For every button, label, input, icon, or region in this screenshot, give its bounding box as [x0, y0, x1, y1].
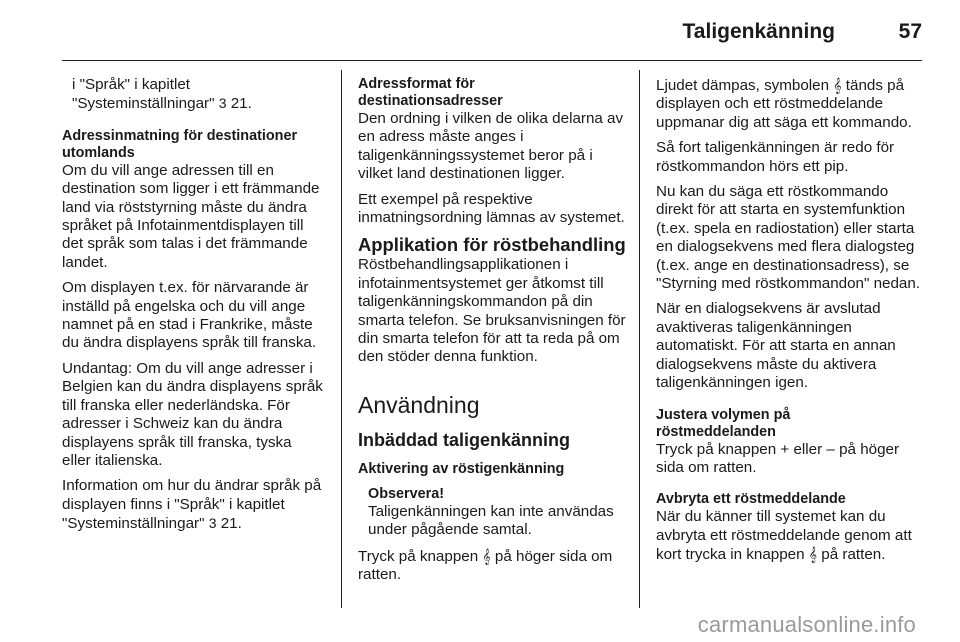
column-3	[656, 76, 922, 572]
col3-paragraph-6: När du känner till systemet kan du avbryta ett röstmeddelande genom att kort trycka in knappen 𝄞 på ratten.	[656, 508, 912, 564]
col3-paragraph-5: Tryck på knappen + eller – på höger sida om ratten.	[656, 440, 900, 476]
heading-builtin-recognition: Inbäddad taligenkänning	[358, 429, 571, 450]
col2-paragraph-3: Röstbehandlingsapplikationen i infotainmentsystemet ger åtkomst till taligenkänningskommandon på din smarta telefon. Se bruksanvisningen för din smarta telefon för att ta reda på om den stöder denna funktion.	[358, 256, 626, 366]
minus-icon: –	[826, 440, 835, 458]
voice-icon: 𝄞	[833, 77, 842, 93]
col2-paragraph-2: Ett exempel på respektive inmatningsordning lämnas av systemet.	[358, 190, 625, 227]
heading-usage: Användning	[358, 391, 480, 418]
heading-address-format: Adressformat för destinationsadresser	[358, 76, 503, 109]
header-divider	[62, 60, 922, 61]
plus-icon: +	[780, 440, 790, 458]
col1-paragraph-3: Om displayen t.ex. för närvarande är inställd på engelska och du vill ange namnet på en stad i Frankrike, måste du ändra displayens språk till franska.	[62, 279, 317, 352]
page-header	[0, 0, 960, 64]
col3-paragraph-1: Ljudet dämpas, symbolen 𝄞 tänds på displayen och ett röstmeddelande uppmanar dig att säga ett kommando.	[656, 77, 912, 131]
heading-voice-app: Applikation för röstbehandling	[358, 234, 626, 256]
col3-paragraph-4: När en dialogsekvens är avslutad avaktiveras taligenkänningen automatiskt. För att starta en annan dialogsekvens måste du aktivera taligenkänningen igen.	[656, 300, 896, 392]
column-divider-2	[639, 70, 640, 608]
column-1	[62, 76, 324, 541]
col1-paragraph-2: Om du vill ange adressen till en destination som ligger i ett främmande land via röststyrning måste du ändra språket på Infotainmentdisplayen till det språk som talas i det främmande landet.	[62, 161, 320, 271]
voice-icon: 𝄞	[482, 547, 491, 564]
heading-volume: Justera volymen på röstmeddelanden	[656, 406, 791, 440]
col2-paragraph-1: Den ordning i vilken de olika delarna av en adress måste anges i taligenkänningssystemet beror på i vilket land destinationen ligger.	[358, 110, 624, 183]
col3-paragraph-2: Så fort taligenkänningen är redo för röstkommandon hörs ett pip.	[656, 139, 895, 175]
column-2	[358, 76, 626, 592]
column-divider-1	[341, 70, 342, 608]
note-box	[358, 486, 626, 540]
page-title: Taligenkänning	[682, 20, 835, 43]
reference-arrow-icon: 3	[208, 515, 217, 532]
watermark: carmanualsonline.info	[697, 612, 916, 637]
col2-paragraph-4: Tryck på knappen 𝄞 på höger sida om ratten.	[358, 547, 613, 584]
note-text: Taligenkänningen kan inte användas under pågående samtal.	[368, 502, 614, 539]
heading-activation: Aktivering av röstigenkänning	[358, 460, 565, 477]
page-number: 57	[898, 20, 922, 43]
heading-foreign-address: Adressinmatning för destinationer utomlands	[62, 127, 298, 161]
col1-paragraph-4: Undantag: Om du vill ange adresser i Belgien kan du ändra displayens språk till franska eller nederländska. För adresser i Schweiz kan du ändra displayens språk till franska, tyska eller italienska.	[62, 359, 323, 469]
reference-arrow-icon: 3	[218, 95, 227, 112]
voice-icon: 𝄞	[808, 546, 818, 563]
heading-cancel: Avbryta ett röstmeddelande	[656, 491, 846, 508]
col1-paragraph-5: Information om hur du ändrar språk på displayen finns i "Språk" i kapitlet "Systeminställningar" 3 21.	[62, 477, 322, 533]
col3-paragraph-3: Nu kan du säga ett röstkommando direkt för att starta en systemfunktion (t.ex. spela en radiostation) eller starta en dialogsekvens med flera dialogsteg (t.ex. ange en destinationsadress), se "Styrning med röstkommandon" nedan.	[656, 183, 921, 293]
note-title: Observera!	[368, 485, 444, 502]
col1-paragraph-1: i "Språk" i kapitlet "Systeminställningar" 3 21.	[72, 76, 252, 113]
